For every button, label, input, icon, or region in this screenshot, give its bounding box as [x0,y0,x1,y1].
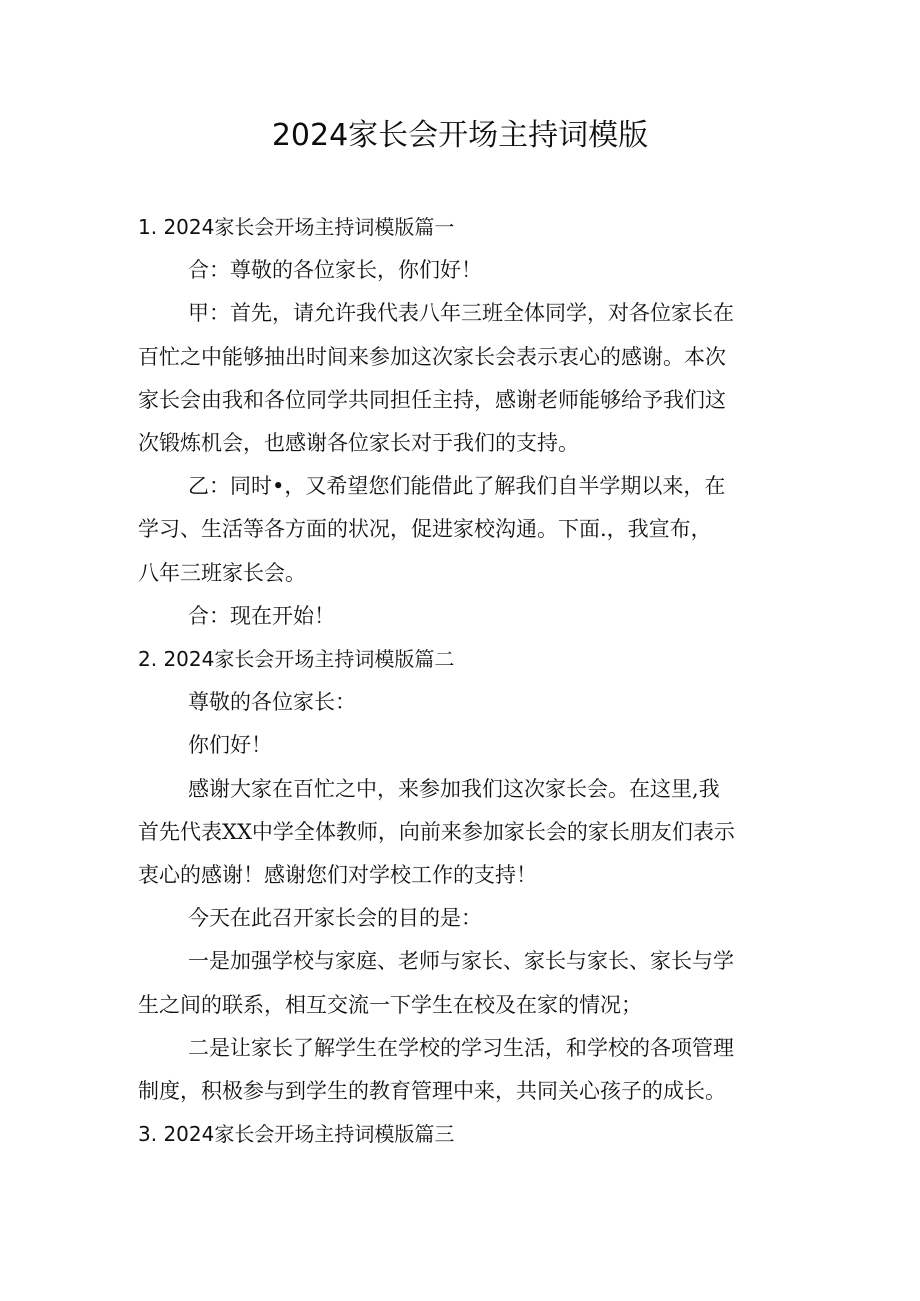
paragraph-line: 甲：首先，请允许我代表八年三班全体同学，对各位家长在 [188,301,734,326]
paragraph-line: 八年三班家长会。 [138,560,306,585]
paragraph-line: 百忙之中能够抽出时间来参加这次家长会表示衷心的感谢。本次 [138,344,726,369]
document-title: 2024家长会开场主持词模版 [271,118,649,153]
paragraph-line: 二是让家长了解学生在学校的学习生活，和学校的各项管理 [188,1035,734,1060]
paragraph-line: 尊敬的各位家长： [188,690,356,715]
paragraph-line: 今天在此召开家长会的目的是： [188,906,482,931]
paragraph-line: 感谢大家在百忙之中，来参加我们这次家长会。在这里,我 [188,776,720,801]
section-heading-2: 2. 2024家长会开场主持词模版篇二 [138,647,455,672]
section-heading-3: 3. 2024家长会开场主持词模版篇三 [138,1122,455,1147]
paragraph-line: 次锻炼机会，也感谢各位家长对于我们的支持。 [138,431,579,456]
paragraph-line: 首先代表XX中学全体教师，向前来参加家长会的家长朋友们表示 [138,819,735,844]
paragraph-line: 学习、生活等各方面的状况，促进家校沟通。下面.，我宣布， [138,517,712,542]
paragraph-line: 合：尊敬的各位家长，你们好！ [188,258,482,283]
paragraph-line: 家长会由我和各位同学共同担任主持，感谢老师能够给予我们这 [138,387,726,412]
paragraph-line: 你们好！ [188,733,272,758]
paragraph-line: 一是加强学校与家庭、老师与家长、家长与家长、家长与学 [188,949,734,974]
section-heading-1: 1. 2024家长会开场主持词模版篇一 [138,215,455,239]
paragraph-line: 制度，积极参与到学生的教育管理中来，共同关心孩子的成长。 [138,1079,726,1104]
paragraph-line: 合：现在开始！ [188,603,335,628]
paragraph-line: 生之间的联系，相互交流一下学生在校及在家的情况； [138,992,642,1017]
paragraph-line: 乙：同时•，又希望您们能借此了解我们自半学期以来，在 [188,474,726,499]
document-body [138,206,788,1156]
paragraph-line: 衷心的感谢！感谢您们对学校工作的支持！ [138,863,537,888]
